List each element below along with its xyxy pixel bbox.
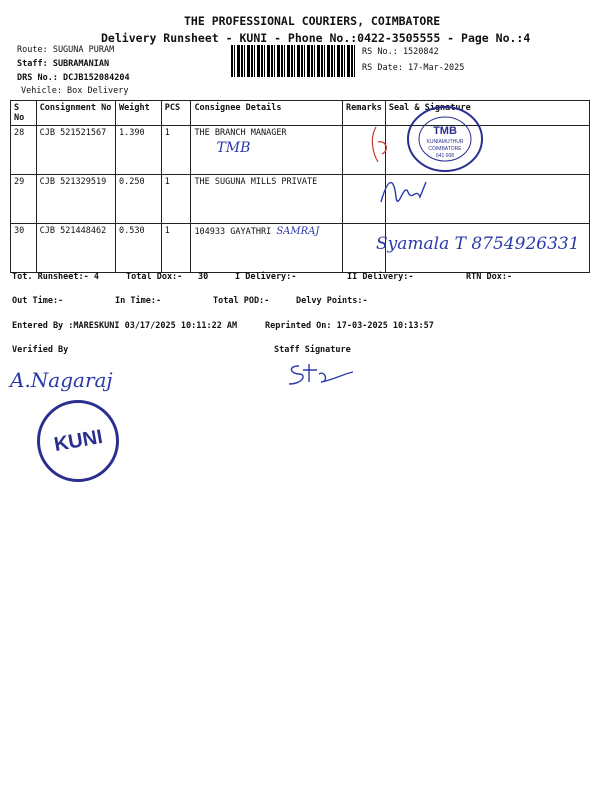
vehicle: Vehicle: Box Delivery (21, 86, 129, 96)
bank-seal-stamp (405, 104, 485, 174)
cell-weight: 0.530 (116, 224, 162, 273)
company-title: THE PROFESSIONAL COURIERS, COIMBATORE (184, 14, 441, 28)
reprinted-on: Reprinted On: 17-03-2025 10:13:57 (265, 321, 434, 331)
cell-consignment: CJB 521448462 (36, 224, 115, 273)
consignee-name: 104933 GAYATHRI (194, 227, 272, 237)
remarks-squiggle (368, 122, 398, 167)
cell-consignee: THE SUGUNA MILLS PRIVATE (191, 175, 343, 224)
i-delivery: I Delivery:- (235, 272, 297, 282)
col-sno: S No (11, 101, 37, 126)
kuni-stamp-text: KUNI (51, 425, 104, 456)
total-dox-label: Total Dox:- (126, 272, 183, 282)
col-weight: Weight (116, 101, 162, 126)
cell-sno: 28 (11, 126, 37, 175)
stamp-line-1: TMB (433, 125, 457, 137)
entered-by: Entered By :MARESKUNI 03/17/2025 10:11:22 AM (12, 321, 238, 331)
cell-consignee (191, 126, 343, 175)
staff-signature (285, 360, 355, 390)
consignee-name: THE BRANCH MANAGER (194, 128, 287, 138)
cell-weight: 0.250 (116, 175, 162, 224)
row30-signature: Syamala T 8754926331 (376, 234, 580, 254)
table-header-row (11, 101, 590, 126)
cell-sno: 29 (11, 175, 37, 224)
stamp-line-2: KUNIAMUTHUR (426, 139, 464, 145)
table-row (11, 126, 590, 175)
in-time: In Time:- (115, 296, 162, 306)
runsheet-title: Delivery Runsheet - KUNI - Phone No.:0422-3505555 - Page No.:4 (101, 31, 531, 45)
total-runsheet: Tot. Runsheet:- 4 (12, 272, 99, 282)
rs-date: RS Date: 17-Mar-2025 (362, 63, 465, 73)
col-consignment: Consignment No (36, 101, 115, 126)
row29-signature (376, 172, 436, 217)
route: Route: SUGUNA PURAM (17, 45, 115, 55)
delivery-points: Delvy Points:- (296, 296, 368, 306)
rs-no: RS No.: 1520842 (362, 47, 439, 57)
table-row (11, 175, 590, 224)
kuni-stamp (37, 400, 119, 482)
cell-consignment: CJB 521521567 (36, 126, 115, 175)
staff: Staff: SUBRAMANIAN (17, 59, 110, 69)
handwritten-note: SAMRAJ (276, 226, 320, 237)
cell-pcs: 1 (161, 224, 191, 273)
cell-pcs: 1 (161, 175, 191, 224)
col-consignee: Consignee Details (191, 101, 343, 126)
staff-signature-label: Staff Signature (274, 345, 351, 355)
col-remarks: Remarks (343, 101, 386, 126)
total-pod: Total POD:- (213, 296, 270, 306)
cell-pcs: 1 (161, 126, 191, 175)
cell-consignment: CJB 521329519 (36, 175, 115, 224)
cell-weight: 1.390 (116, 126, 162, 175)
stamp-line-4: 641 008 (435, 153, 455, 159)
out-time: Out Time:- (12, 296, 64, 306)
ii-delivery: II Delivery:- (347, 272, 414, 282)
verified-by-label: Verified By (12, 345, 69, 355)
rtn-dox: RTN Dox:- (466, 272, 513, 282)
total-dox-value: 30 (198, 272, 209, 282)
handwritten-note: TMB (216, 140, 251, 156)
drs-no: DRS No.: DCJB152084204 (17, 73, 130, 83)
verifier-signature: A.Nagaraj (10, 368, 113, 392)
col-pcs: PCS (161, 101, 191, 126)
col-seal: Seal & Signature (385, 101, 589, 126)
stamp-line-3: COIMBATORE (428, 146, 462, 152)
cell-sno: 30 (11, 224, 37, 273)
barcode (231, 45, 356, 77)
cell-consignee (191, 224, 343, 273)
